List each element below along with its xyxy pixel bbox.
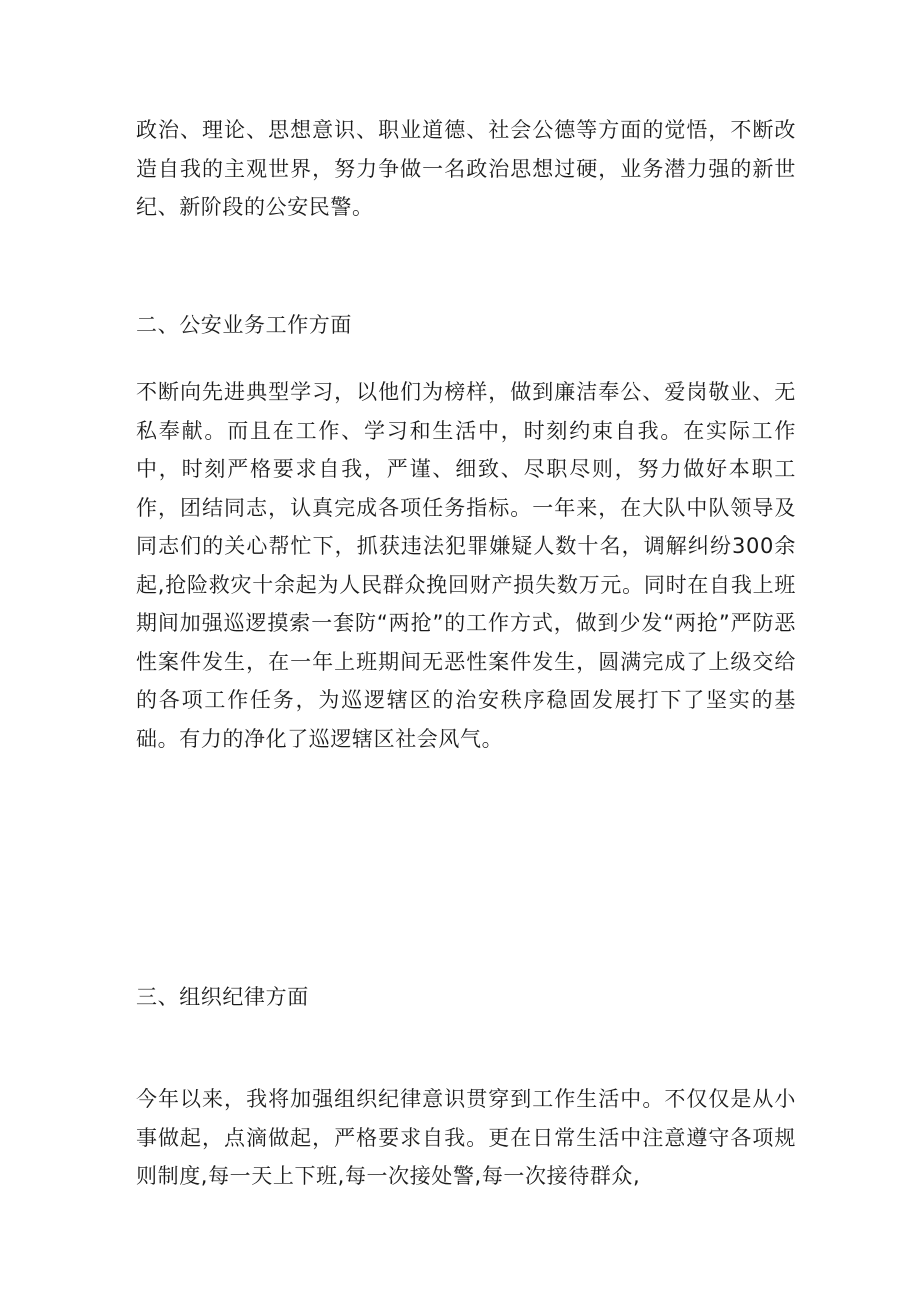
paragraph-political-awareness: 政治、理论、思想意识、职业道德、社会公德等方面的觉悟，不断改造自我的主观世界，努力争做一名政治思想过硬，业务潜力强的新世纪、新阶段的公安民警。 (136, 118, 796, 219)
section-heading-police-work: 二、公安业务工作方面 (136, 313, 352, 337)
paragraph-discipline: 今年以来，我将加强组织纪律意识贯穿到工作生活中。不仅仅是从小事做起，点滴做起，严格要求自我。更在日常生活中注意遵守各项规则制度,每一天上下班,每一次接处警,每一次接待群众, (136, 1087, 796, 1188)
paragraph-police-work: 不断向先进典型学习，以他们为榜样，做到廉洁奉公、爱岗敬业、无私奉献。而且在工作、学习和生活中，时刻约束自我。在实际工作中，时刻严格要求自我，严谨、细致、尽职尽则，努力做好本职工作，团结同志，认真完成各项任务指标。一年来，在大队中队领导及同志们的关心帮忙下，抓获违法犯罪嫌疑人数十名，调解纠纷300余起,抢险救灾十余起为人民群众挽回财产损失数万元。同时在自我上班期间加强巡逻摸索一套防“两抢”的工作方式，做到少发“两抢”严防恶性案件发生，在一年上班期间无恶性案件发生，圆满完成了上级交给的各项工作任务，为巡逻辖区的治安秩序稳固发展打下了坚实的基础。有力的净化了巡逻辖区社会风气。 (136, 380, 796, 751)
section-heading-discipline: 三、组织纪律方面 (136, 985, 309, 1009)
